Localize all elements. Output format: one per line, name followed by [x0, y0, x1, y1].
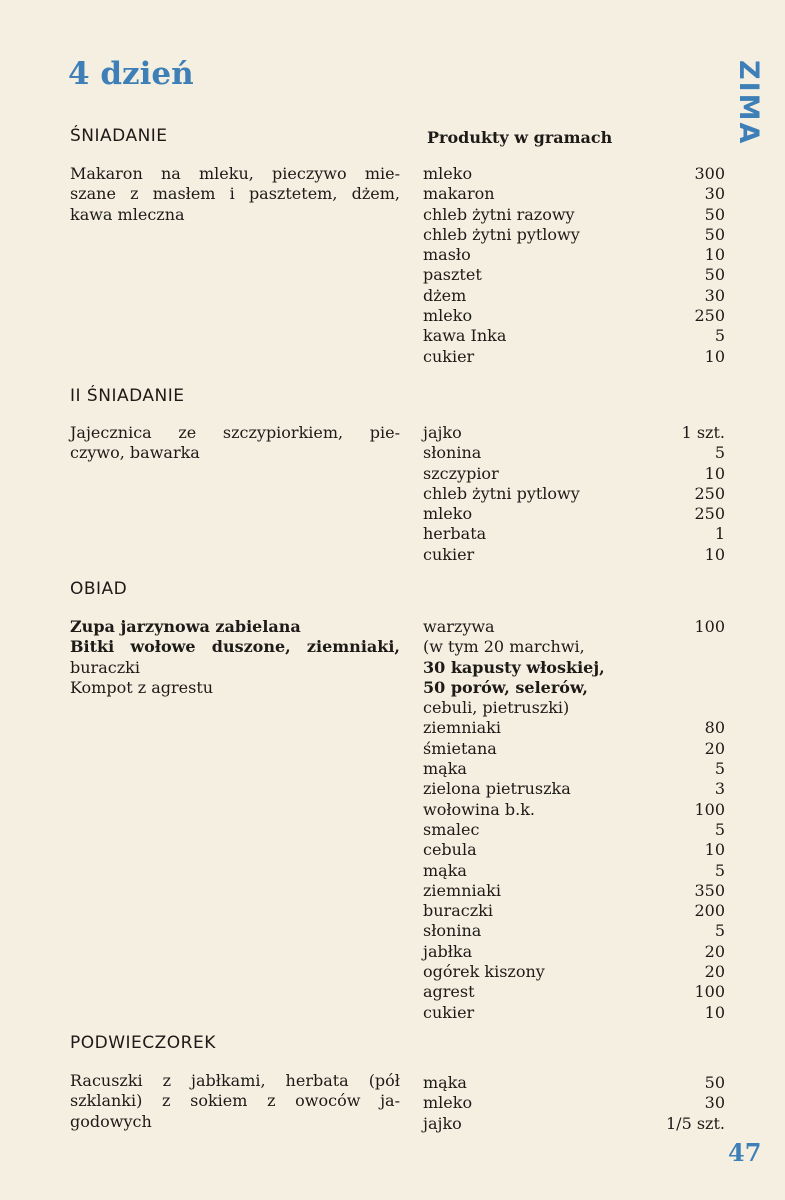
ingredient-qty: 50 — [704, 224, 725, 244]
page-title: 4 dzień — [68, 56, 194, 92]
ingredient-name: cebula — [423, 840, 477, 860]
ingredient-qty: 5 — [714, 443, 725, 463]
ingredient-name: mleko — [423, 1093, 473, 1113]
ingredient-name: kawa Inka — [423, 326, 507, 346]
ingredient-name: jabłka — [423, 941, 473, 961]
ingredient-name: warzywa — [423, 617, 495, 636]
ingredient-name: słonina — [423, 921, 482, 941]
desc-line: Bitki wołowe duszone, ziemniaki, — [70, 637, 400, 657]
ingredient-qty: 10 — [704, 346, 725, 366]
ingredient-row — [423, 545, 725, 565]
products-header: Produkty w gramach — [427, 128, 613, 147]
ingredient-qty: 250 — [694, 306, 725, 326]
ingredients-second-breakfast — [423, 423, 725, 565]
ingredient-row — [423, 1073, 725, 1093]
ingredient-qty: 100 — [694, 982, 725, 1002]
ingredient-qty: 30 — [704, 285, 725, 305]
ingredients-afternoon-snack — [423, 1073, 725, 1134]
ingredient-row — [423, 678, 725, 698]
ingredient-qty: 20 — [704, 738, 725, 758]
ingredient-name: ogórek kiszony — [423, 962, 545, 982]
ingredient-name: chleb żytni pytlowy — [423, 224, 580, 244]
desc-line: czywo, bawarka — [70, 443, 200, 463]
ingredient-qty: 250 — [694, 483, 725, 503]
ingredient-name: pasztet — [423, 265, 482, 285]
ingredient-name: szczypior — [423, 463, 499, 483]
ingredient-qty: 250 — [694, 504, 725, 524]
ingredient-name: mleko — [423, 504, 473, 524]
ingredient-name: ziemniaki — [423, 880, 501, 900]
ingredient-row — [423, 1114, 725, 1134]
ingredient-qty: 1 szt. — [681, 423, 725, 442]
ingredient-row — [423, 982, 725, 1002]
ingredient-qty: 1 — [714, 524, 725, 544]
ingredient-name: herbata — [423, 524, 487, 544]
ingredient-row — [423, 484, 725, 504]
ingredient-name: cebuli, pietruszki) — [423, 698, 570, 718]
ingredient-name: zielona pietruszka — [423, 779, 571, 799]
ingredient-qty: 10 — [704, 245, 725, 265]
ingredient-qty: 80 — [704, 718, 725, 738]
meal-desc-afternoon-snack — [70, 1071, 400, 1132]
ingredient-qty: 1/5 szt. — [666, 1113, 725, 1133]
ingredient-name: mleko — [423, 306, 473, 326]
meal-desc-breakfast — [70, 164, 400, 225]
ingredient-qty: 5 — [714, 819, 725, 839]
desc-line: szane z masłem i pasztetem, dżem, — [70, 184, 400, 204]
ingredient-name: 50 porów, selerów, — [423, 677, 588, 697]
ingredient-qty: 10 — [704, 463, 725, 483]
ingredient-qty: 5 — [714, 860, 725, 880]
ingredient-row — [423, 962, 725, 982]
ingredient-name: mąka — [423, 759, 467, 779]
ingredient-qty: 20 — [704, 962, 725, 982]
ingredient-row — [423, 524, 725, 544]
meal-desc-second-breakfast — [70, 423, 400, 464]
ingredient-qty: 5 — [714, 921, 725, 941]
ingredient-row — [423, 718, 725, 738]
ingredients-breakfast — [423, 164, 725, 367]
meal-title-lunch: OBIAD — [70, 579, 128, 599]
ingredient-name: cukier — [423, 1002, 475, 1022]
ingredient-row — [423, 820, 725, 840]
ingredient-name: ziemniaki — [423, 718, 501, 738]
ingredient-row — [423, 759, 725, 779]
ingredient-name: chleb żytni pytlowy — [423, 483, 580, 503]
ingredient-qty: 100 — [694, 799, 725, 819]
desc-line: kawa mleczna — [70, 204, 185, 224]
desc-line: szklanki) z sokiem z owoców ja- — [70, 1091, 400, 1111]
ingredient-name: masło — [423, 245, 471, 265]
desc-line: Zupa jarzynowa zabielana — [70, 617, 301, 636]
ingredient-qty: 10 — [704, 1002, 725, 1022]
ingredient-name: chleb żytni razowy — [423, 204, 575, 224]
ingredient-row — [423, 921, 725, 941]
ingredient-row — [423, 861, 725, 881]
ingredient-name: wołowina b.k. — [423, 799, 535, 819]
ingredient-name: mąka — [423, 1073, 467, 1092]
ingredient-qty: 30 — [704, 1093, 725, 1113]
ingredient-row — [423, 1093, 725, 1113]
desc-line: godowych — [70, 1111, 152, 1131]
ingredient-name: jajko — [423, 423, 462, 442]
ingredient-qty: 50 — [704, 265, 725, 285]
ingredient-row — [423, 347, 725, 367]
ingredient-row — [423, 637, 725, 657]
ingredient-qty: 350 — [694, 880, 725, 900]
ingredient-qty: 10 — [704, 840, 725, 860]
ingredient-row — [423, 617, 725, 637]
ingredient-name: makaron — [423, 184, 495, 204]
ingredient-row — [423, 779, 725, 799]
ingredient-row — [423, 306, 725, 326]
meal-title-afternoon-snack: PODWIECZOREK — [70, 1033, 216, 1053]
ingredient-row — [423, 800, 725, 820]
ingredient-row — [423, 423, 725, 443]
desc-line: Kompot z agrestu — [70, 677, 214, 697]
ingredient-row — [423, 901, 725, 921]
ingredient-row — [423, 464, 725, 484]
ingredient-qty: 100 — [694, 617, 725, 636]
ingredient-name: buraczki — [423, 901, 493, 921]
ingredient-row — [423, 205, 725, 225]
ingredient-name: agrest — [423, 982, 475, 1002]
ingredients-lunch — [423, 617, 725, 1023]
ingredient-name: mleko — [423, 164, 473, 183]
meal-desc-lunch — [70, 617, 400, 698]
ingredient-row — [423, 245, 725, 265]
desc-line: Makaron na mleku, pieczywo mie- — [70, 164, 400, 183]
ingredient-name: cukier — [423, 346, 475, 366]
ingredient-qty: 5 — [714, 759, 725, 779]
ingredient-row — [423, 184, 725, 204]
desc-line: buraczki — [70, 657, 140, 677]
ingredient-row — [423, 265, 725, 285]
ingredient-row — [423, 225, 725, 245]
ingredient-row — [423, 1003, 725, 1023]
ingredient-row — [423, 840, 725, 860]
ingredient-qty: 3 — [714, 779, 725, 799]
ingredient-qty: 20 — [704, 941, 725, 961]
ingredient-qty: 50 — [704, 1073, 725, 1092]
desc-line: Jajecznica ze szczypiorkiem, pie- — [70, 423, 400, 442]
ingredient-name: mąka — [423, 860, 467, 880]
ingredient-row — [423, 739, 725, 759]
ingredient-name: cukier — [423, 544, 475, 564]
meal-title-second-breakfast: II ŚNIADANIE — [70, 386, 185, 406]
ingredient-name: słonina — [423, 443, 482, 463]
ingredient-qty: 30 — [704, 184, 725, 204]
season-label: ZIMA — [733, 60, 764, 146]
ingredient-row — [423, 286, 725, 306]
ingredient-name: jajko — [423, 1113, 462, 1133]
ingredient-row — [423, 164, 725, 184]
ingredient-qty: 300 — [694, 164, 725, 183]
ingredient-qty: 5 — [714, 326, 725, 346]
desc-line: Racuszki z jabłkami, herbata (pół — [70, 1071, 400, 1090]
ingredient-qty: 50 — [704, 204, 725, 224]
page-number: 47 — [728, 1138, 762, 1167]
ingredient-qty: 200 — [694, 901, 725, 921]
ingredient-row — [423, 698, 725, 718]
ingredient-row — [423, 881, 725, 901]
ingredient-row — [423, 658, 725, 678]
ingredient-row — [423, 443, 725, 463]
ingredient-name: 30 kapusty włoskiej, — [423, 657, 605, 677]
ingredient-qty: 10 — [704, 544, 725, 564]
ingredient-name: (w tym 20 marchwi, — [423, 637, 585, 657]
ingredient-row — [423, 504, 725, 524]
ingredient-name: śmietana — [423, 738, 497, 758]
ingredient-name: dżem — [423, 285, 467, 305]
ingredient-name: smalec — [423, 819, 480, 839]
meal-title-breakfast: ŚNIADANIE — [70, 126, 168, 146]
ingredient-row — [423, 942, 725, 962]
ingredient-row — [423, 326, 725, 346]
